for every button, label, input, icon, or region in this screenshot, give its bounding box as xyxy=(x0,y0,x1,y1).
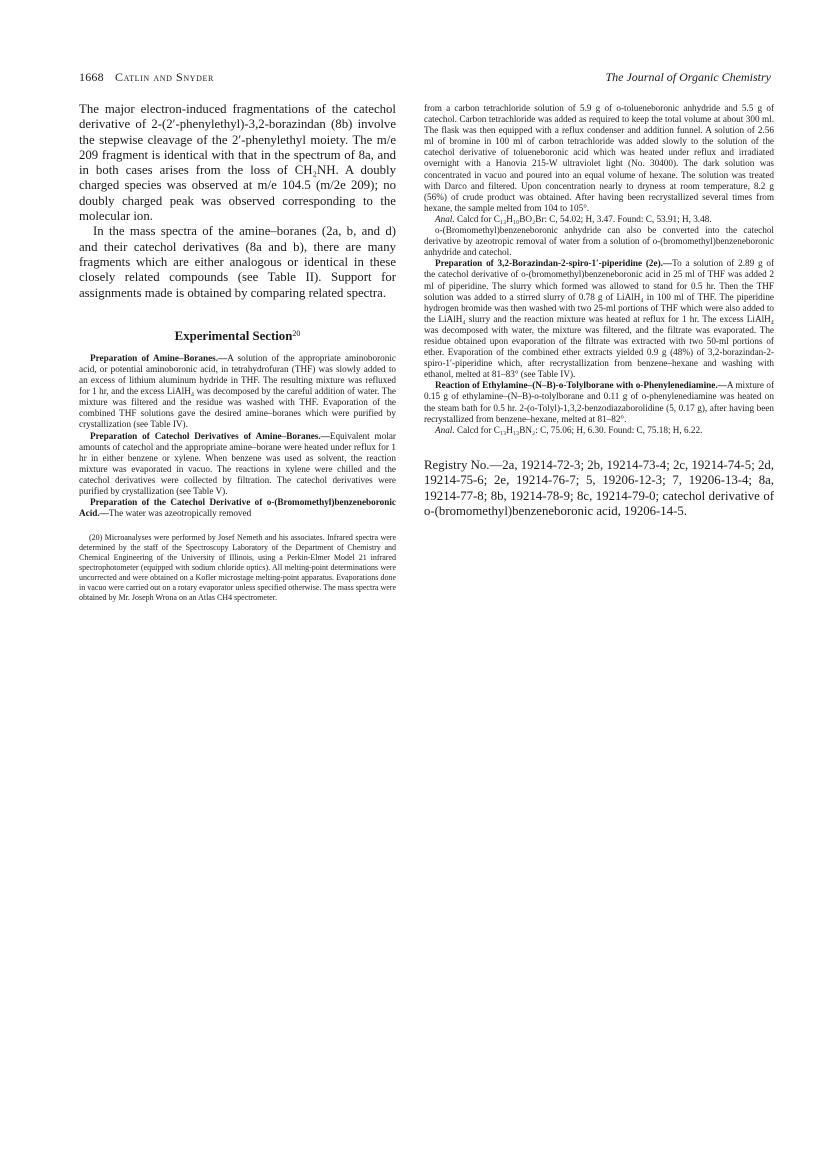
experimental-paragraph xyxy=(79,353,396,431)
discussion-paragraph-2: In the mass spectra of the amine–boranes (2a, b, and d) and their catechol derivatives (8a and b), there are many fragments which are either analogous or identical in these closely related compounds (see Table II). Support for assignments made is obtained by comparing related spectra. xyxy=(79,224,396,300)
discussion-text xyxy=(79,102,396,301)
analysis-line xyxy=(424,425,774,436)
experimental-body: A mixture of 0.15 g of ethylamine–(N–B)-o-tolylborane and 0.11 g of o-phenylenediamine was heated on the steam bath for 0.5 hr. 2-(o-Tolyl)-1,3,2-benzodiazaborolidine (5, 0.17 g), after having been recrystallized from benzene–hexane, melted at 81–82°. xyxy=(424,380,775,424)
footnote-20: (20) Microanalyses were performed by Josef Nemeth and his associates. Infrared spectra were determined by the staff of the Spectroscopy Laboratory of the Department of Chemistry and Chemical Engineering of the University of Illinois, using a Perkin-Elmer Model 21 infrared spectrophotometer (equipped with sodium chloride optics). All melting-point determinations were uncorrected and were obtained on a Kofler microstage melting-point apparatus. Evaporations done in vacuo were carried out on a rotary evaporator unless specified otherwise. The mass spectra were obtained by Mr. Joseph Wrona on an Atlas CH4 spectrometer. xyxy=(79,533,396,603)
left-column xyxy=(79,102,396,603)
experimental-text-continued xyxy=(424,103,774,436)
footnote xyxy=(79,533,396,603)
running-header-authors: Catlin and Snyder xyxy=(115,70,214,84)
registry-text: Registry No.—2a, 19214-72-3; 2b, 19214-73-4; 2c, 19214-74-5; 2d, 19214-75-6; 2e, 19214-76-7; 5, 19206-12-3; 7, 19206-13-4; 8a, 19214-77-8; 8b, 19214-78-9; 8c, 19214-79-0; catechol derivative of o-(bromomethyl)benzeneboronic acid, 19206-14-5. xyxy=(424,457,774,519)
analysis-values: Calcd for C₁₃H₁₀BO₂Br: C, 54.02; H, 3.47. Found: C, 53.91; H, 3.48. xyxy=(456,213,712,224)
experimental-body: The water was azeotropically removed xyxy=(108,508,252,519)
section-footnote-ref: 20 xyxy=(292,328,301,338)
running-header-left xyxy=(79,70,214,85)
experimental-body: A solution of the appropriate aminoboronic acid, or potential aminoboronic acid, in tetrahydrofuran (THF) was slowly added to an excess of lithium aluminum hydride in THF. The resulting mixture was refluxed for 1 hr, and the excess LiAlH₄ was decomposed by the careful addition of water. The mixture was filtered and the residue was washed with THF. Evaporation of the combined THF solutions gave the desired amine–boranes which were purified by crystallization (see Table IV). xyxy=(79,352,396,430)
experimental-paragraph xyxy=(79,497,396,519)
experimental-heading: Preparation of 3,2-Borazindan-2-spiro-1′-piperidine (2e).— xyxy=(435,258,673,269)
analysis-label: Anal. xyxy=(435,213,455,224)
registry-numbers xyxy=(424,458,774,520)
page-number: 1668 xyxy=(79,70,104,84)
section-title xyxy=(79,329,396,344)
experimental-body: Equivalent molar amounts of catechol and the appropriate amine–borane were heated under reflux for 1 hr in either benzene or xylene. When benzene was used as solvent, the reaction mixture was evaporated in vacuo. The reactions in xylene were chilled and the catechol derivatives were collected by filtration. The catechol derivatives were purified by crystallization (see Table V). xyxy=(79,430,396,496)
running-header-journal: The Journal of Organic Chemistry xyxy=(605,70,771,84)
experimental-heading: Preparation of Amine–Boranes.— xyxy=(90,352,228,363)
experimental-paragraph xyxy=(424,258,774,380)
analysis-values: Calcd for C₁₃H₁₃BN₂: C, 75.06; H, 6.30. Found: C, 75.18; H, 6.22. xyxy=(456,424,703,435)
experimental-heading: Preparation of Catechol Derivatives of Amine–Boranes.— xyxy=(90,430,330,441)
section-title-text: Experimental Section xyxy=(174,328,293,343)
analysis-line xyxy=(424,214,774,225)
analysis-label: Anal. xyxy=(435,424,455,435)
experimental-heading: Reaction of Ethylamine–(N–B)-o-Tolylborane with o-Phenylenediamine.— xyxy=(435,380,727,391)
experimental-paragraph: from a carbon tetrachloride solution of 5.9 g of o-tolueneboronic anhydride and 5.5 g of catechol. Carbon tetrachloride was added as required to keep the total volume at about 300 ml. The flask was then equipped with a reflux condenser and addition funnel. A solution of 2.56 ml of bromine in 100 ml of carbon tetrachloride was added slowly to the solution of the catechol derivative of tolueneboronic acid which was heated under reflux and irradiated overnight with a Hanovia 215-W ultraviolet light (No. 30400). The dark solution was concentrated in vacuo and poured into an equal volume of hexane. The solution was treated with Darco and filtered. Upon concentration nearly to dryness at room temperature, 8.2 g (56%) of crude product was obtained. After having been recrystallized several times from hexane, the sample melted from 104 to 105°. xyxy=(424,103,774,213)
experimental-paragraph: o-(Bromomethyl)benzeneboronic anhydride can also be converted into the catechol derivative by azeotropic removal of water from a solution of o-(bromomethyl)benzeneboronic anhydride and catechol. xyxy=(424,225,774,258)
experimental-body: To a solution of 2.89 g of the catechol derivative of o-(bromomethyl)benzeneboronic acid in 25 ml of THF was added 2 ml of piperidine. The slurry which formed was allowed to stand for 0.5 hr. Then the THF solution was added to a stirred slurry of 0.78 g of LiAlH₄ in 100 ml of THF. The piperidine hydrogen bromide was then washed with two 25-ml portions of THF which were also added to the LiAlH₄ slurry and the reaction mixture was heated at reflux for 1 hr. The excess LiAlH₄ was decomposed with water, the mixture was filtered, and the filtrate was evaporated. The residue obtained upon evaporation of the filtrate was extracted with two 50-ml portions of ether. Evaporation of the combined ether extracts yielded 0.9 g (48%) of 3,2-borazindan-2-spiro-1′-piperidine which, after recrystallization from benzene–hexane and washing with ethanol, melted at 81–83° (see Table IV). xyxy=(424,258,774,380)
experimental-text xyxy=(79,353,396,519)
experimental-paragraph xyxy=(424,380,774,424)
right-column xyxy=(424,103,774,519)
experimental-heading: Preparation of the Catechol Derivative of o-(Bromomethyl)benzeneboronic Acid.— xyxy=(79,497,396,519)
experimental-paragraph xyxy=(79,431,396,498)
discussion-paragraph-1: The major electron-induced fragmentations of the catechol derivative of 2-(2′-phenylethyl)-3,2-borazindan (8b) involve the stepwise cleavage of the 2′-phenylethyl moiety. The m/e 209 fragment is identical with that in the spectrum of 8a, and in both cases arises from the loss of CH₂NH. A doubly charged species was observed at m/e 104.5 (m/2e 209); no doubly charged peak was observed corresponding to the molecular ion. xyxy=(79,102,396,224)
